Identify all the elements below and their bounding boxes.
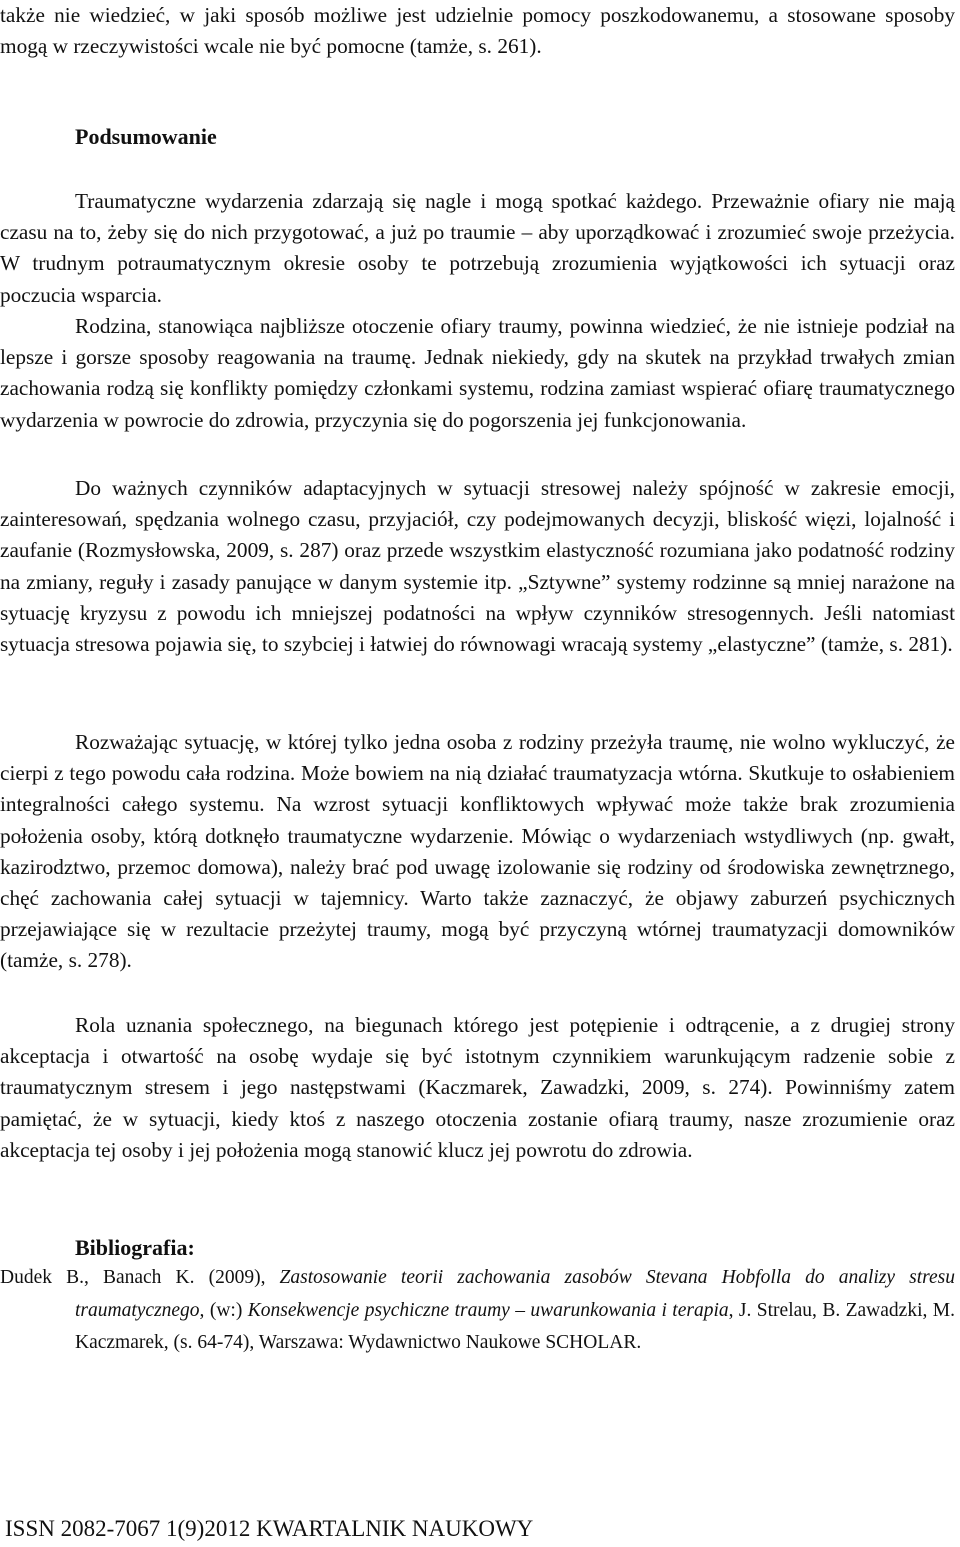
paragraph-summary-2: Rodzina, stanowiąca najbliższe otoczenie ofiary traumy, powinna wiedzieć, że nie istnieje podział na lepsze i gorsze sposoby reagowania na traumę. Jednak niekiedy, gdy na skutek na przykład trwałych zmian zachowania rodzą się konflikty pomiędzy członkami systemu, rodzina zamiast wspierać ofiarę traumatycznego wydarzenia w powrocie do zdrowia, przyczynia się do pogorszenia jej funkcjonowania. <box>0 314 955 432</box>
paragraph-summary-4: Rozważając sytuację, w której tylko jedna osoba z rodziny przeżyła traumę, nie wolno wykluczyć, że cierpi z tego powodu cała rodzina. Może bowiem na nią działać traumatyzacja wtórna. Skutkuje to osłabieniem integralności całego systemu. Na wzrost sytuacji konfliktowych wpływać może także brak zrozumienia położenia osoby, którą dotknęło traumatyczne wydarzenie. Mówiąc o wydarzeniach wstydliwych (np. gwałt, kazirodztwo, przemoc domowa), należy brać pod uwagę izolowanie się rodziny od środowiska zewnętrznego, chęć zachowania całej sytuacji w tajemnicy. Warto także zaznaczyć, że objawy zaburzeń psychicznych przejawiające się w rezultacie przeżytej traumy, mogą być przyczyną wtórnej traumatyzacji domowników (tamże, s. 278). <box>0 730 955 973</box>
paragraph-summary-1: Traumatyczne wydarzenia zdarzają się nagle i mogą spotkać każdego. Przeważnie ofiary nie mają czasu na to, żeby się do nich przygotować, a już po traumie – aby uporządkować i zrozumieć swoje przeżycia. W trudnym potraumatycznym okresie osoby te potrzebują zrozumienia wyjątkowości ich sytuacji oraz poczucia wsparcia. <box>0 189 955 307</box>
page-footer: ISSN 2082-7067 1(9)2012 KWARTALNIK NAUKOWY <box>5 1516 534 1541</box>
section-heading-summary: Podsumowanie <box>75 124 217 149</box>
bib-book: Konsekwencje psychiczne traumy – uwarunkowania i terapia <box>247 1299 729 1321</box>
paragraph-summary-5: Rola uznania społecznego, na biegunach którego jest potępienie i odtrącenie, a z drugiej strony akceptacja i otwartość na osobę wydaje się być istotnym czynnikiem warunkującym radzenie sobie z traumatycznym stresem i jego następstwami (Kaczmarek, Zawadzki, 2009, s. 274). Powinniśmy zatem pamiętać, że w sytuacji, kiedy ktoś z naszego otoczenia zostanie ofiarą traumy, nasze zrozumienie oraz akceptacja tej osoby i jej położenia mogą stanowić klucz jej powrotu do zdrowia. <box>0 1013 955 1162</box>
bib-in-prefix: (w:) <box>204 1299 248 1321</box>
bib-rest: , J. Strelau, B. Zawadzki, M. Kaczmarek, (s. 64-74), Warszawa: Wydawnictwo Naukowe SCHOLAR. <box>75 1299 955 1353</box>
intro-paragraph: także nie wiedzieć, w jaki sposób możliwe jest udzielnie pomocy poszkodowanemu, a stosowane sposoby mogą w rzeczywistości wcale nie być pomocne (tamże, s. 261). <box>0 3 955 59</box>
bib-authors: Dudek B., Banach K. (2009), <box>0 1267 280 1288</box>
paragraph-summary-3: Do ważnych czynników adaptacyjnych w sytuacji stresowej należy spójność w zakresie emocji, zainteresowań, spędzania wolnego czasu, przyjaciół, czy podejmowanych decyzji, bliskość więzi, lojalność i zaufanie (Rozmysłowska, 2009, s. 287) oraz przede wszystkim elastyczność rozumiana jako podatność rodziny na zmiany, reguły i zasady panujące w danym systemie itp. „Sztywne” systemy rodzinne są mniej narażone na sytuację kryzysu z powodu ich mniejszej podatności na wpływ czynników stresogennych. Jeśli natomiast sytuacja stresowa pojawia się, to szybciej i łatwiej do równowagi wracają systemy „elastyczne” (tamże, s. 281). <box>0 476 955 657</box>
bib-title: Zastosowanie teorii zachowania zasobów Stevana Hobfolla do analizy stresu traumatycznego, <box>75 1267 955 1321</box>
section-heading-bibliography: Bibliografia: <box>75 1235 195 1260</box>
bibliography-entry <box>0 1262 955 1360</box>
